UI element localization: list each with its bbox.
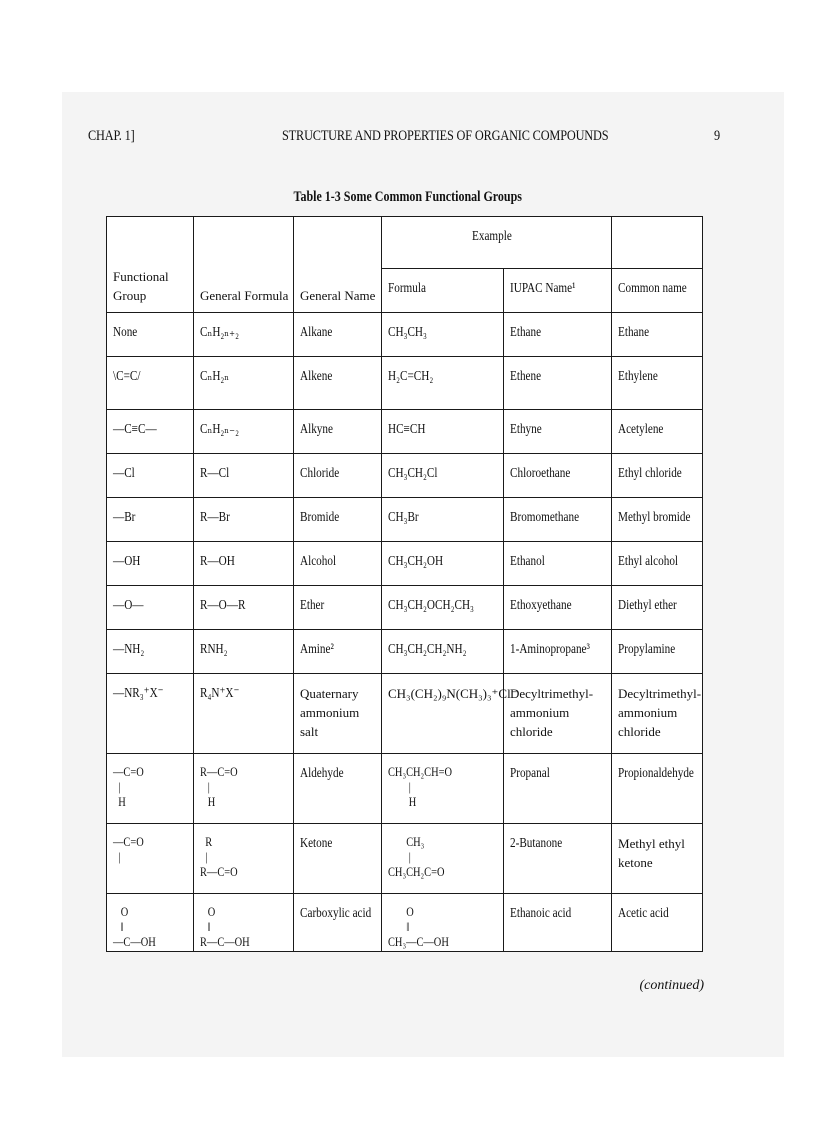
col-header-functional-group: Functional Group (107, 217, 194, 313)
cell-general-name: Quaternary ammonium salt (294, 674, 382, 754)
cell-common-name: Methyl bromide (612, 498, 703, 542)
table-row (107, 586, 703, 630)
cell-general-formula: CₙH₂ₙ (194, 357, 294, 410)
cell-general-formula: R—Cl (194, 454, 294, 498)
table-row (107, 542, 703, 586)
cell-iupac-name: Ethoxyethane (504, 586, 612, 630)
cell-functional-group: —Br (107, 498, 194, 542)
cell-iupac-name: Ethanoic acid (504, 894, 612, 952)
cell-functional-group: O ‖ —C—OH (107, 894, 194, 952)
cell-iupac-name: Ethyne (504, 410, 612, 454)
cell-formula: CH₃(CH₂)₉N(CH₃)₃⁺Cl⁻ (382, 674, 504, 754)
cell-common-name: Ethyl chloride (612, 454, 703, 498)
table-row (107, 754, 703, 824)
cell-general-formula: R—O—R (194, 586, 294, 630)
cell-general-name: Ether (294, 586, 382, 630)
cell-functional-group: \C=C/ (107, 357, 194, 410)
cell-formula: CH₃CH₂CH=O | H (382, 754, 504, 824)
cell-common-name: Ethyl alcohol (612, 542, 703, 586)
cell-general-name: Alkane (294, 313, 382, 357)
cell-general-name: Amine² (294, 630, 382, 674)
cell-iupac-name: Chloroethane (504, 454, 612, 498)
cell-functional-group: —C≡C— (107, 410, 194, 454)
cell-general-name: Bromide (294, 498, 382, 542)
col-header-common-name: Common name (612, 269, 703, 313)
cell-formula: CH₃CH₂Cl (382, 454, 504, 498)
page-number: 9 (714, 128, 720, 144)
cell-iupac-name: Propanal (504, 754, 612, 824)
cell-common-name: Ethylene (612, 357, 703, 410)
cell-iupac-name: Decyltrimethyl-ammonium chloride (504, 674, 612, 754)
table-row (107, 357, 703, 410)
cell-general-name: Carboxylic acid (294, 894, 382, 952)
cell-general-formula: R | R—C=O (194, 824, 294, 894)
cell-formula: CH₃Br (382, 498, 504, 542)
cell-common-name: Diethyl ether (612, 586, 703, 630)
table-caption: Table 1-3 Some Common Functional Groups (293, 189, 523, 205)
cell-formula: CH₃CH₂OH (382, 542, 504, 586)
cell-functional-group: —Cl (107, 454, 194, 498)
table-header-row (107, 217, 703, 269)
cell-general-name: Alkene (294, 357, 382, 410)
cell-functional-group: —O— (107, 586, 194, 630)
col-header-blank (612, 217, 703, 269)
cell-general-name: Alcohol (294, 542, 382, 586)
table-row (107, 824, 703, 894)
cell-functional-group: —NH₂ (107, 630, 194, 674)
cell-general-formula: R—Br (194, 498, 294, 542)
cell-general-formula: R—C=O | H (194, 754, 294, 824)
cell-formula: CH₃CH₂OCH₂CH₃ (382, 586, 504, 630)
col-header-example: Example (382, 217, 612, 269)
running-title: STRUCTURE AND PROPERTIES OF ORGANIC COMPOUNDS (282, 128, 609, 144)
table-row (107, 313, 703, 357)
cell-common-name: Decyltrimethyl-ammonium chloride (612, 674, 703, 754)
cell-formula: CH₃ | CH₃CH₂C=O (382, 824, 504, 894)
col-header-iupac-name: IUPAC Name¹ (504, 269, 612, 313)
cell-formula: HC≡CH (382, 410, 504, 454)
cell-general-formula: R—OH (194, 542, 294, 586)
cell-iupac-name: 1-Aminopropane³ (504, 630, 612, 674)
cell-general-name: Chloride (294, 454, 382, 498)
col-header-general-name: General Name (294, 217, 382, 313)
table-row (107, 498, 703, 542)
cell-iupac-name: 2-Butanone (504, 824, 612, 894)
cell-formula: CH₃CH₃ (382, 313, 504, 357)
cell-common-name: Acetylene (612, 410, 703, 454)
cell-iupac-name: Ethanol (504, 542, 612, 586)
table-row (107, 410, 703, 454)
cell-general-name: Aldehyde (294, 754, 382, 824)
cell-general-formula: RNH₂ (194, 630, 294, 674)
col-header-formula: Formula (382, 269, 504, 313)
cell-functional-group: None (107, 313, 194, 357)
cell-general-formula: O ‖ R—C—OH (194, 894, 294, 952)
cell-iupac-name: Ethene (504, 357, 612, 410)
cell-general-formula: R₄N⁺X⁻ (194, 674, 294, 754)
cell-functional-group: —C=O | H (107, 754, 194, 824)
cell-general-formula: CₙH₂ₙ₊₂ (194, 313, 294, 357)
cell-formula: H₂C=CH₂ (382, 357, 504, 410)
functional-groups-table (106, 216, 703, 952)
cell-general-name: Ketone (294, 824, 382, 894)
cell-functional-group: —C=O | (107, 824, 194, 894)
cell-iupac-name: Bromomethane (504, 498, 612, 542)
cell-iupac-name: Ethane (504, 313, 612, 357)
cell-common-name: Propylamine (612, 630, 703, 674)
cell-formula: CH₃CH₂CH₂NH₂ (382, 630, 504, 674)
cell-common-name: Acetic acid (612, 894, 703, 952)
cell-functional-group: —OH (107, 542, 194, 586)
cell-general-formula: CₙH₂ₙ₋₂ (194, 410, 294, 454)
cell-common-name: Ethane (612, 313, 703, 357)
cell-general-name: Alkyne (294, 410, 382, 454)
continued-note: (continued) (639, 978, 704, 993)
table-row (107, 630, 703, 674)
cell-common-name: Methyl ethyl ketone (612, 824, 703, 894)
table-row (107, 674, 703, 754)
cell-common-name: Propionaldehyde (612, 754, 703, 824)
table-row (107, 454, 703, 498)
cell-formula: O ‖ CH₃—C—OH (382, 894, 504, 952)
table-row (107, 894, 703, 952)
chapter-label: CHAP. 1] (88, 128, 135, 144)
cell-functional-group: —NR₃⁺X⁻ (107, 674, 194, 754)
col-header-general-formula: General Formula (194, 217, 294, 313)
